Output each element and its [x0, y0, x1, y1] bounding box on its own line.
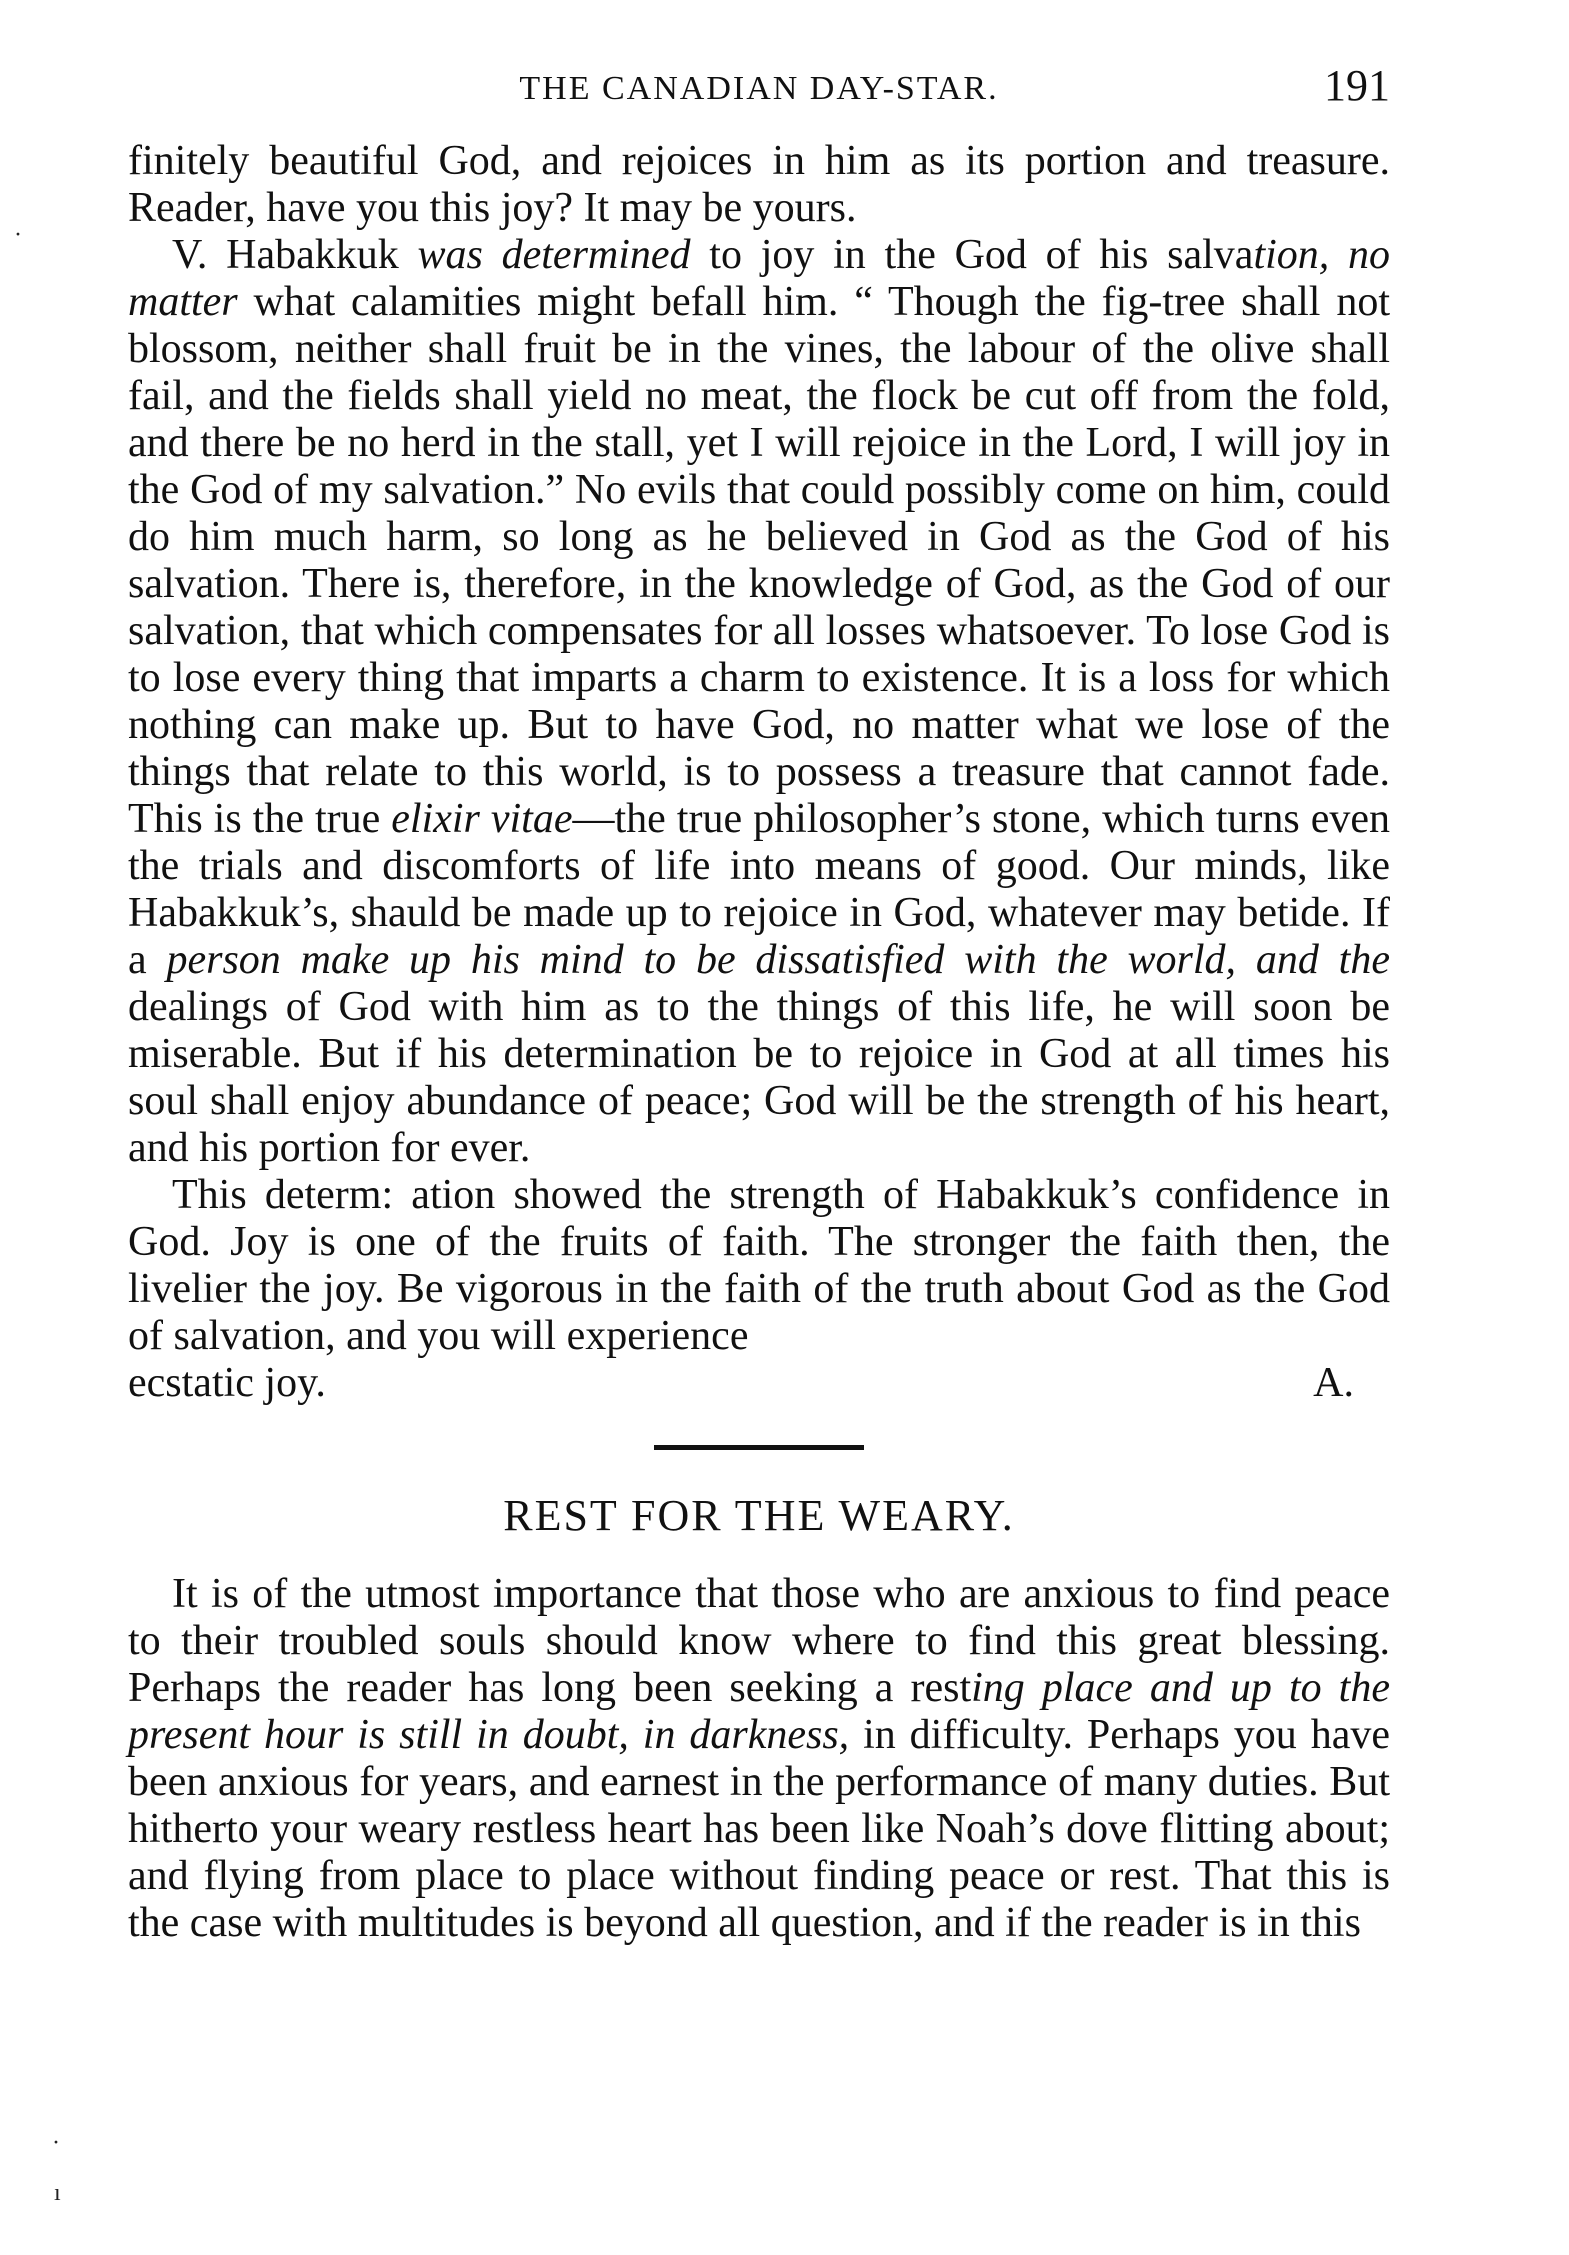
page-number: 191 — [1324, 61, 1390, 110]
article1-p2-italic: was determined — [417, 232, 691, 278]
running-title: THE CANADIAN DAY-STAR. — [519, 70, 999, 107]
article1-p2-italic-4: person make up his mind to be dissatisfied with the world, and the — [166, 937, 1390, 983]
article1-p2-rest-3: dealings of God with him as to the things of this life, he will soon be miserable. But if his determination be to rejoice in God at all times his soul shall enjoy abundance of peace; God will be the strength of his heart, and his portion for ever. — [128, 984, 1390, 1171]
article1-p1-text: finitely beautiful God, and rejoices in him as its portion and treasure. Reader, have you this joy? It may be yours. — [128, 138, 1390, 231]
article1-p2-rest-2: —the true philosopher’s stone, which turns even the trials and discomforts of life into means of good. Our minds, like Habakkuk’s, shauld be made up to rejoice in God, whatever may betide. If a — [128, 796, 1390, 983]
article1-p2-italic-2: tion, no matter — [128, 232, 1391, 325]
article2-p1-rest: in difficulty. Perhaps you have been anxious for years, and earnest in the performance of many duties. But hitherto your weary restless heart has been like Noah’s dove flitting about; and flying from place to place without finding peace or rest. That this is the case with multitudes is beyond all question, and if the reader is in this — [128, 1712, 1390, 1946]
margin-speck: · — [14, 222, 22, 248]
article1-p3-text: This determ: ation showed the strength of Habakkuk’s confidence in God. Joy is one of the fruits of faith. The stronger the faith then, the livelier the joy. Be vigorous in the faith of the truth about God as the God of salvation, and you will experience — [128, 1172, 1390, 1359]
running-head — [128, 60, 1390, 138]
article1-paragraph-2 — [128, 232, 1390, 1172]
article1-p2-lead: V. Habakkuk — [172, 232, 418, 278]
article1-p2-rest: what calamities might befall him. “ Though the fig-tree shall not blossom, neither shall fruit be in the vines, the labour of the olive shall fail, and the fields shall yield no meat, the flock be cut off from the fold, and there be no herd in the stall, yet I will rejoice in the Lord, I will joy in the God of my salvation.” No evils that could possibly come on him, could do him much harm, so long as he believed in God as the God of his salvation. There is, therefore, in the knowledge of God, as the God of our salvation, that which compensates for all losses whatsoever. To lose God is to lose every thing that imparts a charm to existence. It is a loss for which nothing can make up. But to have God, no matter what we lose of the things that relate to this world, is to possess a treasure that cannot fade. This is the true — [128, 279, 1390, 842]
page — [128, 60, 1390, 1947]
article1-p2-mid: to joy in the God of his salva — [690, 232, 1254, 278]
article1-p2-italic-3: elixir vitae — [391, 796, 573, 842]
margin-speck: ı — [54, 2180, 61, 2206]
article1-closing-line — [128, 1360, 1390, 1407]
margin-speck: · — [52, 2130, 60, 2156]
article2-p1-lead: It is of the utmost importance that those who are anxious to find peace to their troubled souls should know where to find this great blessing. Perhaps the reader has long been seeking a rest — [128, 1571, 1390, 1711]
article2-title: REST FOR THE WEARY. — [503, 1491, 1015, 1540]
article1-signature: A. — [1313, 1360, 1354, 1406]
article1-paragraph-1 — [128, 138, 1390, 232]
article2-p1-italic: ing place and up to the present hour is still in doubt, in darkness, — [128, 1665, 1390, 1758]
article2-paragraph-1 — [128, 1571, 1390, 1947]
article1-closing-text: ecstatic joy. — [128, 1360, 326, 1406]
article1-paragraph-3 — [128, 1172, 1390, 1360]
section-divider — [654, 1445, 864, 1450]
